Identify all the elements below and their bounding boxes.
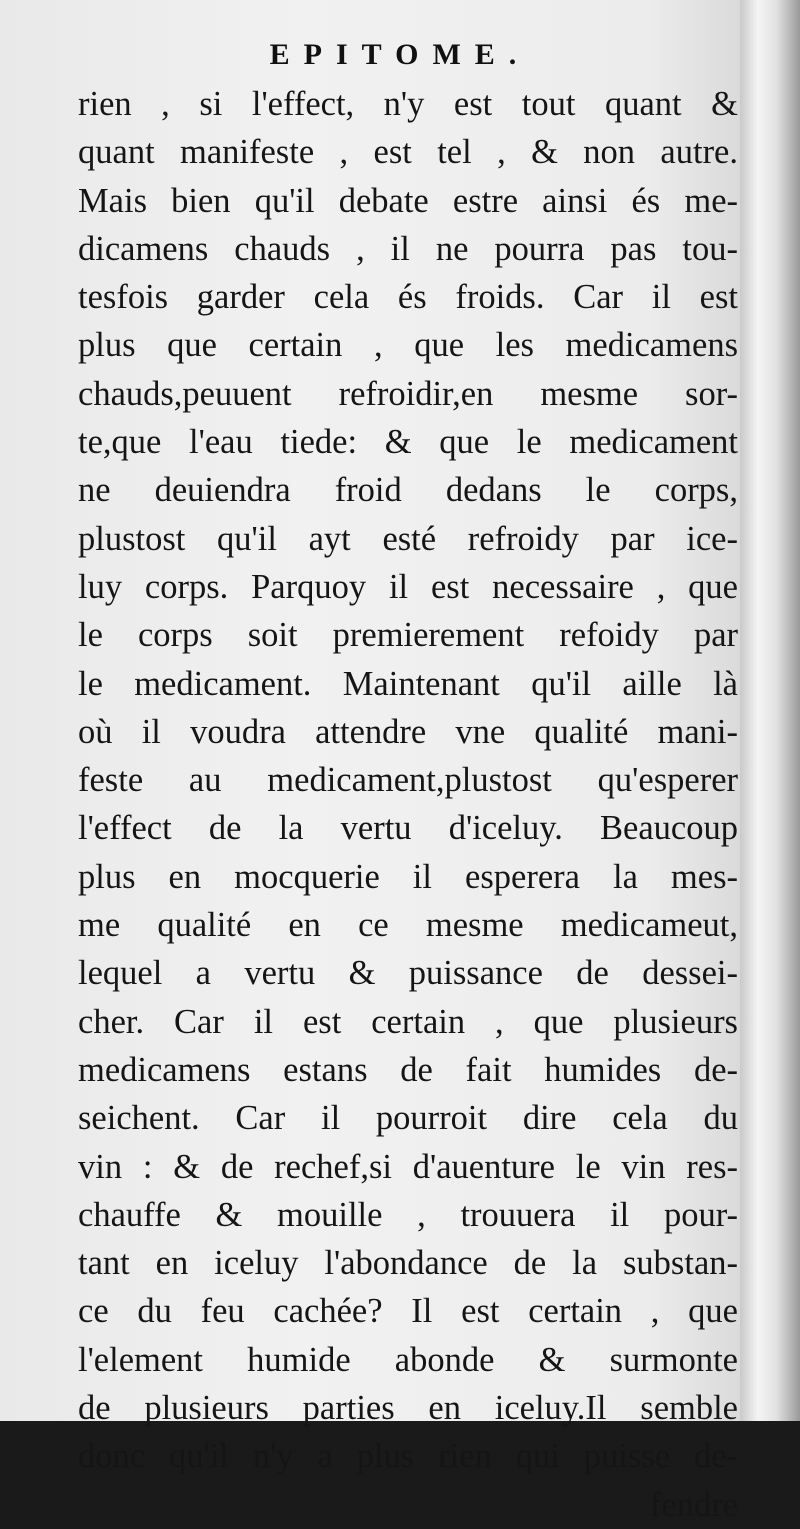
text-line: quant manifeste , est tel , & non autre.: [78, 133, 738, 172]
text-line: ne deuiendra froid dedans le corps,: [78, 471, 738, 510]
text-line: donc qu'il n'y a plus rien qui puisse de-: [78, 1437, 738, 1476]
text-block: [78, 80, 738, 1529]
text-line: l'effect de la vertu d'iceluy. Beaucoup: [78, 809, 738, 848]
text-line: feste au medicament,plustost qu'esperer: [78, 761, 738, 800]
text-line: vin : & de rechef,si d'auenture le vin res-: [78, 1147, 738, 1186]
text-line: luy corps. Parquoy il est necessaire , que: [78, 567, 738, 606]
text-line: plustost qu'il ayt esté refroidy par ice-: [78, 519, 738, 558]
text-line: le corps soit premierement refoidy par: [78, 616, 738, 655]
text-line: medicamens estans de fait humides de-: [78, 1050, 738, 1089]
text-line: chauffe & mouille , trouuera il pour-: [78, 1195, 738, 1234]
text-line: plus que certain , que les medicamens: [78, 326, 738, 365]
text-line: tant en iceluy l'abondance de la substan-: [78, 1244, 738, 1283]
catchword: fendre: [649, 1485, 738, 1524]
text-line: cher. Car il est certain , que plusieurs: [78, 1002, 738, 1041]
text-line: Mais bien qu'il debate estre ainsi és me-: [78, 181, 738, 220]
text-line: où il voudra attendre vne qualité mani-: [78, 712, 738, 751]
text-line: te,que l'eau tiede: & que le medicament: [78, 423, 738, 462]
text-line: de plusieurs parties en iceluy.Il semble: [78, 1389, 738, 1428]
text-line: ce du feu cachée? Il est certain , que: [78, 1292, 738, 1331]
running-head: EPITOME.: [269, 38, 531, 71]
text-line: me qualité en ce mesme medicameut,: [78, 906, 738, 945]
text-line: dicamens chauds , il ne pourra pas tou-: [78, 229, 738, 268]
text-line: rien , si l'effect, n'y est tout quant &: [78, 85, 738, 123]
page-edge: [740, 0, 800, 1421]
text-line: tesfois garder cela és froids. Car il est: [78, 278, 738, 317]
text-line: l'element humide abonde & surmonte: [78, 1340, 738, 1379]
text-line: lequel a vertu & puissance de dessei-: [78, 954, 738, 993]
text-line: plus en mocquerie il esperera la mes-: [78, 857, 738, 896]
text-line: le medicament. Maintenant qu'il aille là: [78, 664, 738, 703]
text-line: chauds,peuuent refroidir,en mesme sor-: [78, 374, 738, 413]
text-line: seichent. Car il pourroit dire cela du: [78, 1099, 738, 1138]
